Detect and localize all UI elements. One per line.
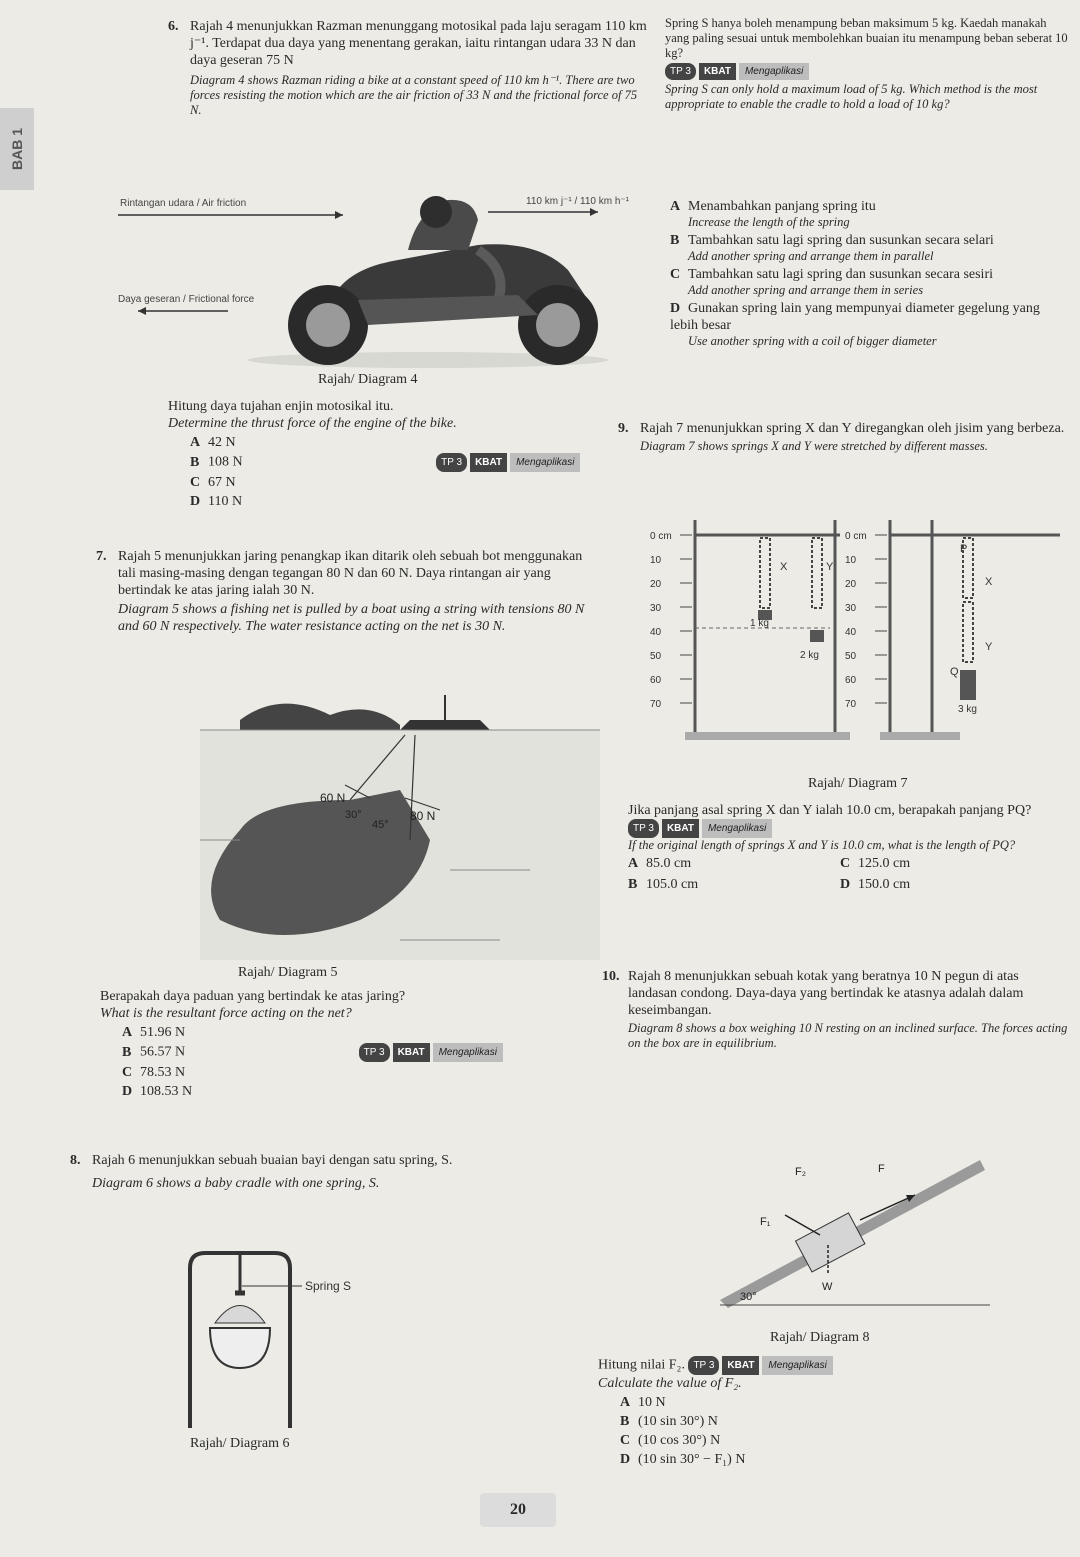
label-y-left: Y <box>826 561 834 573</box>
diagram-8-caption: Rajah/ Diagram 8 <box>770 1330 870 1345</box>
prompt-en: What is the resultant force acting on the net? <box>100 1006 352 1021</box>
question-text-ms: Rajah 6 menunjukkan sebuah buaian bayi dengan satu spring, S. <box>92 1153 453 1168</box>
scale-tick-label: 50 <box>650 651 662 662</box>
scale-tick-label: 20 <box>845 579 857 590</box>
scale-tick-label: 50 <box>845 651 857 662</box>
prompt-en: If the original length of springs X and Y is 10.0 cm, what is the length of PQ? <box>628 838 1016 852</box>
label-speed: 110 km j⁻¹ / 110 km h⁻¹ <box>526 196 629 207</box>
scale-right <box>845 531 887 710</box>
label-w: W <box>822 1281 833 1293</box>
prompt-en: Calculate the value of F₂. <box>598 1376 742 1391</box>
question-9-prompt <box>628 802 1068 895</box>
diagram-8 <box>700 1140 1000 1320</box>
mass-3kg: 3 kg <box>958 704 977 715</box>
label-y-right: Y <box>985 641 993 653</box>
diagram-4-caption: Rajah/ Diagram 4 <box>318 372 418 387</box>
level-badge: TP 3 KBAT Mengaplikasi <box>688 1356 832 1375</box>
question-text-ms: Rajah 7 menunjukkan spring X dan Y diregangkan oleh jisim yang berbeza. <box>640 421 1065 436</box>
question-7: 7. Rajah 5 menunjukkan jaring penangkap ikan ditarik oleh sebuah bot menggunakan tali masing-masing dengan tegangan 80 N dan 60 N. Daya rintangan air yang bertindak ke atas jaring ialah 30 N. Diagram 5 shows a fishing net is pulled by a boat using a string with tensions 80 N and 60 N respectively. The water resistance acting on the net is 30 N. <box>118 548 588 635</box>
option-d[interactable]: D 108.53 N <box>122 1084 193 1099</box>
question-text-ms: Rajah 5 menunjukkan jaring penangkap ikan ditarik oleh sebuah bot menggunakan tali masing-masing dengan tegangan 80 N dan 60 N. Daya rintangan air yang bertindak ke atas jaring ialah 30 N. <box>118 549 583 598</box>
label-x-left: X <box>780 561 788 573</box>
question-8-continued <box>665 16 1070 112</box>
question-text-en: Diagram 8 shows a box weighing 10 N resting on an inclined surface. The forces acting on the box are in equilibrium. <box>628 1021 1068 1050</box>
option-c[interactable]: C 67 N <box>190 475 236 490</box>
scale-tick-label: 30 <box>650 603 662 614</box>
question-text-en: Diagram 6 shows a baby cradle with one spring, S. <box>92 1176 380 1191</box>
label-x-right: X <box>985 576 993 588</box>
level-badge: TP 3 KBAT Mengaplikasi <box>436 453 580 472</box>
question-10: 10. Rajah 8 menunjukkan sebuah kotak yang beratnya 10 N pegun di atas landasan condong. Daya-daya yang bertindak ke atasnya adalah dalam keseimbangan. Diagram 8 shows a box weighing 10 N resting on an inclined surface. The forces acting on the box are in equilibrium. <box>602 969 1068 1050</box>
scale-tick-label: 0 cm <box>845 531 867 542</box>
option-c[interactable]: C 125.0 cm <box>840 856 911 871</box>
scale-left <box>650 531 692 710</box>
scale-tick-label: 70 <box>650 699 662 710</box>
page-number: 20 <box>480 1493 556 1527</box>
label-30deg: 30° <box>345 809 362 821</box>
question-6-prompt <box>168 398 628 512</box>
option-a[interactable]: A 51.96 N <box>122 1025 186 1040</box>
diagram-5 <box>200 690 600 970</box>
mass-1kg: 1 kg <box>750 618 769 629</box>
label-p: P <box>960 543 968 555</box>
question-text-en: Diagram 4 shows Razman riding a bike at a constant speed of 110 km h⁻¹. There are two forces resisting the motion which are the air friction of 33 N and the frictional force of 75 N. <box>190 73 638 117</box>
scale-tick-label: 40 <box>650 627 662 638</box>
level-badge: TP 3 KBAT Mengaplikasi <box>665 63 809 80</box>
diagram-6-caption: Rajah/ Diagram 6 <box>190 1436 290 1451</box>
question-number: 6. <box>168 19 179 34</box>
option-d[interactable]: D 150.0 cm <box>840 877 911 892</box>
label-60n: 60 N <box>320 791 346 805</box>
label-f: F <box>878 1163 885 1175</box>
question-text-en: Diagram 5 shows a fishing net is pulled by a boat using a string with tensions 80 N and 60 N respectively. The water resistance acting on the net is 30 N. <box>118 602 585 634</box>
diagram-5-caption: Rajah/ Diagram 5 <box>238 965 338 980</box>
prompt-en: Determine the thrust force of the engine of the bike. <box>168 416 457 431</box>
option-b[interactable]: B 108 N TP 3 KBAT Mengaplikasi <box>190 453 628 472</box>
scale-tick-label: 70 <box>845 699 857 710</box>
question-7-prompt <box>100 988 600 1102</box>
scale-tick-label: 0 cm <box>650 531 672 542</box>
question-text-ms: Rajah 4 menunjukkan Razman menunggang motosikal pada laju seragam 110 km j⁻¹. Terdapat dua daya yang menentang gerakan, iaitu rintangan udara 33 N dan daya geseran 75 N <box>190 19 647 68</box>
scale-tick-label: 10 <box>845 555 857 566</box>
question-6 <box>168 18 650 118</box>
prompt-ms: Berapakah daya paduan yang bertindak ke atas jaring? <box>100 989 406 1004</box>
option-b[interactable]: B (10 sin 30°) N <box>620 1414 718 1429</box>
diagram-7-caption: Rajah/ Diagram 7 <box>808 776 908 791</box>
option-a[interactable]: A 10 N <box>620 1395 666 1410</box>
prompt-ms: Jika panjang asal spring X dan Y ialah 10.0 cm, berapakah panjang PQ? TP 3 KBAT Mengaplikasi <box>628 802 1068 838</box>
option-b[interactable]: B 105.0 cm <box>628 877 699 892</box>
option-b[interactable]: B Tambahkan satu lagi spring dan susunkan secara selari Add another spring and arrange them in parallel <box>670 233 994 263</box>
question-10-prompt <box>598 1356 1068 1470</box>
question-8: 8. Rajah 6 menunjukkan sebuah buaian bayi dengan satu spring, S. Diagram 6 shows a baby cradle with one spring, S. <box>92 1152 552 1192</box>
options-grid <box>628 853 1048 895</box>
scale-tick-label: 20 <box>650 579 662 590</box>
diagram-6 <box>180 1248 380 1438</box>
scale-tick-label: 30 <box>845 603 857 614</box>
chapter-tab: BAB 1 <box>0 108 34 190</box>
option-d[interactable]: D (10 sin 30° − F₁) N <box>620 1452 746 1467</box>
option-a[interactable]: A Menambahkan panjang spring itu Increase the length of the spring <box>670 199 876 229</box>
option-d[interactable]: D Gunakan spring lain yang mempunyai diameter gegelung yang lebih besar Use another spring with a coil of bigger diameter <box>670 301 1040 348</box>
label-45deg: 45° <box>372 819 389 831</box>
diagram-7 <box>640 510 1070 780</box>
scale-tick-label: 60 <box>650 675 662 686</box>
continued-text-en: Spring S can only hold a maximum load of 5 kg. Which method is the most appropriate to enable the cradle to hold a load of 10 kg? <box>665 82 1038 111</box>
diagram-4 <box>118 190 638 380</box>
option-a[interactable]: A 42 N <box>190 435 236 450</box>
option-b[interactable]: B 56.57 N TP 3 KBAT Mengaplikasi <box>122 1043 600 1062</box>
scale-tick-label: 60 <box>845 675 857 686</box>
question-text-en: Diagram 7 shows springs X and Y were stretched by different masses. <box>640 439 988 453</box>
option-d[interactable]: D 110 N <box>190 494 243 509</box>
prompt-ms: Hitung nilai F₂. TP 3 KBAT Mengaplikasi <box>598 1356 1068 1375</box>
option-a[interactable]: A 85.0 cm <box>628 856 692 871</box>
label-q: Q <box>950 666 959 678</box>
label-30deg: 30° <box>740 1291 757 1303</box>
scale-tick-label: 40 <box>845 627 857 638</box>
continued-text-ms: Spring S hanya boleh menampung beban maksimum 5 kg. Kaedah manakah yang paling sesuai untuk membolehkan buaian itu menampung beban seberat 10 kg? <box>665 16 1068 60</box>
label-spring-s: Spring S <box>305 1279 352 1293</box>
label-air-friction: Rintangan udara / Air friction <box>120 198 247 209</box>
label-f2: F₂ <box>795 1166 806 1178</box>
label-f1: F₁ <box>760 1216 771 1228</box>
label-80n: 80 N <box>410 809 436 823</box>
label-frictional-force: Daya geseran / Frictional force <box>118 294 255 305</box>
level-badge: TP 3 KBAT Mengaplikasi <box>628 819 772 838</box>
scale-tick-label: 10 <box>650 555 662 566</box>
option-c[interactable]: C (10 cos 30°) N <box>620 1433 721 1448</box>
question-8-options <box>660 196 1070 351</box>
option-c[interactable]: C Tambahkan satu lagi spring dan susunkan secara sesiri Add another spring and arrange them in series <box>670 267 993 297</box>
prompt-ms: Hitung daya tujahan enjin motosikal itu. <box>168 399 394 414</box>
question-9: 9. Rajah 7 menunjukkan spring X dan Y diregangkan oleh jisim yang berbeza. Diagram 7 shows springs X and Y were stretched by different masses. <box>640 420 1070 454</box>
question-text-ms: Rajah 8 menunjukkan sebuah kotak yang beratnya 10 N pegun di atas landasan condong. Daya-daya yang bertindak ke atasnya adalah dalam keseimbangan. <box>628 969 1024 1018</box>
option-c[interactable]: C 78.53 N <box>122 1065 186 1080</box>
mass-2kg: 2 kg <box>800 650 819 661</box>
level-badge: TP 3 KBAT Mengaplikasi <box>359 1043 503 1062</box>
